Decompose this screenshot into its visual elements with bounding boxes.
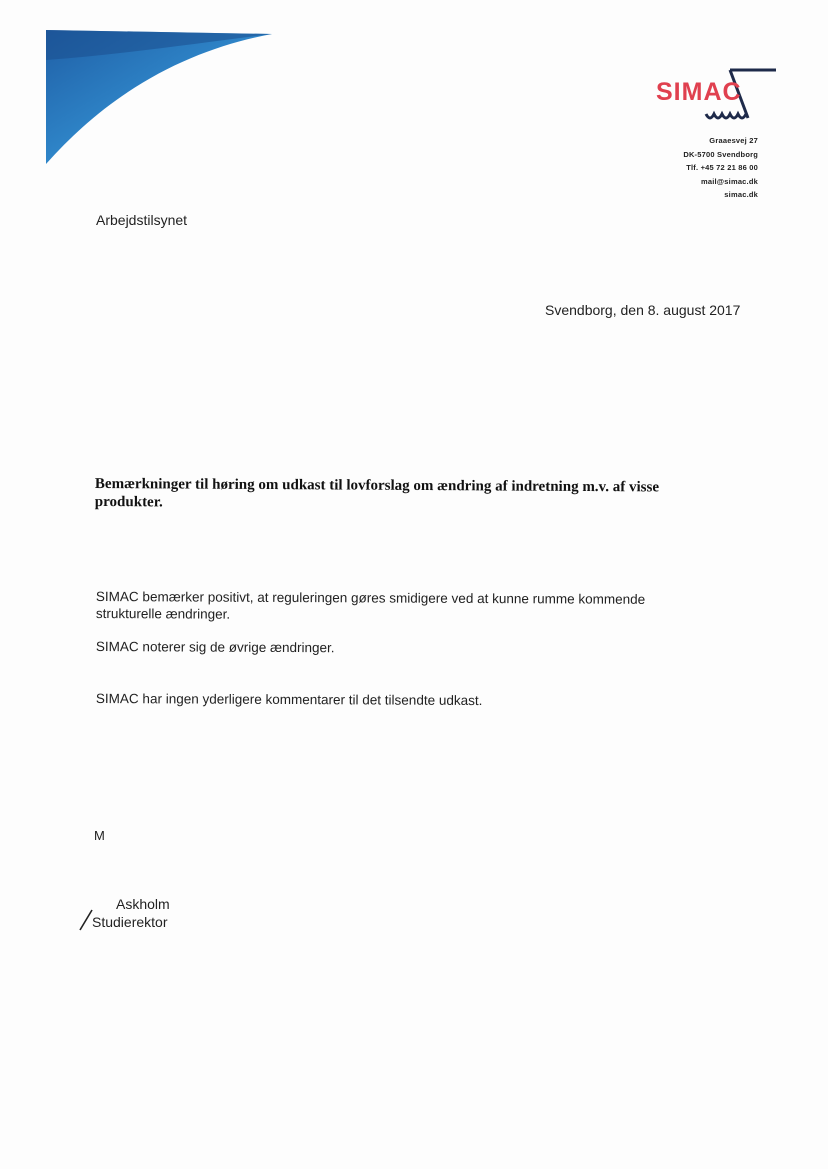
logo-wordmark: SIMAC bbox=[656, 78, 742, 106]
sender-address-block bbox=[683, 134, 758, 202]
address-city: DK-5700 Svendborg bbox=[683, 149, 758, 159]
date-line: Svendborg, den 8. august 2017 bbox=[545, 302, 741, 318]
address-phone: Tlf. +45 72 21 86 00 bbox=[686, 163, 758, 172]
body-paragraph: SIMAC har ingen yderligere kommentarer til det tilsendte udkast. bbox=[95, 691, 483, 709]
corner-swoosh-graphic bbox=[46, 30, 272, 164]
address-email: mail@simac.dk bbox=[700, 176, 758, 186]
subject-heading: Bemærkninger til høring om udkast til lovforslag om ændring af indretning m.v. af visse produkter. bbox=[94, 475, 660, 511]
address-street: Graaesvej 27 bbox=[709, 136, 758, 145]
signer-name: Askholm bbox=[116, 896, 170, 912]
address-website: simac.dk bbox=[724, 190, 758, 199]
body-paragraph: SIMAC bemærker positivt, at reguleringen gøres smidigere ved at kunne rumme kommende strukturelle ændringer. bbox=[95, 589, 646, 622]
body-paragraph: SIMAC noterer sig de øvrige ændringer. bbox=[95, 639, 335, 656]
recipient: Arbejdstilsynet bbox=[96, 212, 188, 228]
signer-title: Studierektor bbox=[92, 914, 168, 930]
simac-logo bbox=[650, 66, 780, 130]
signature-initial: M bbox=[94, 828, 105, 843]
